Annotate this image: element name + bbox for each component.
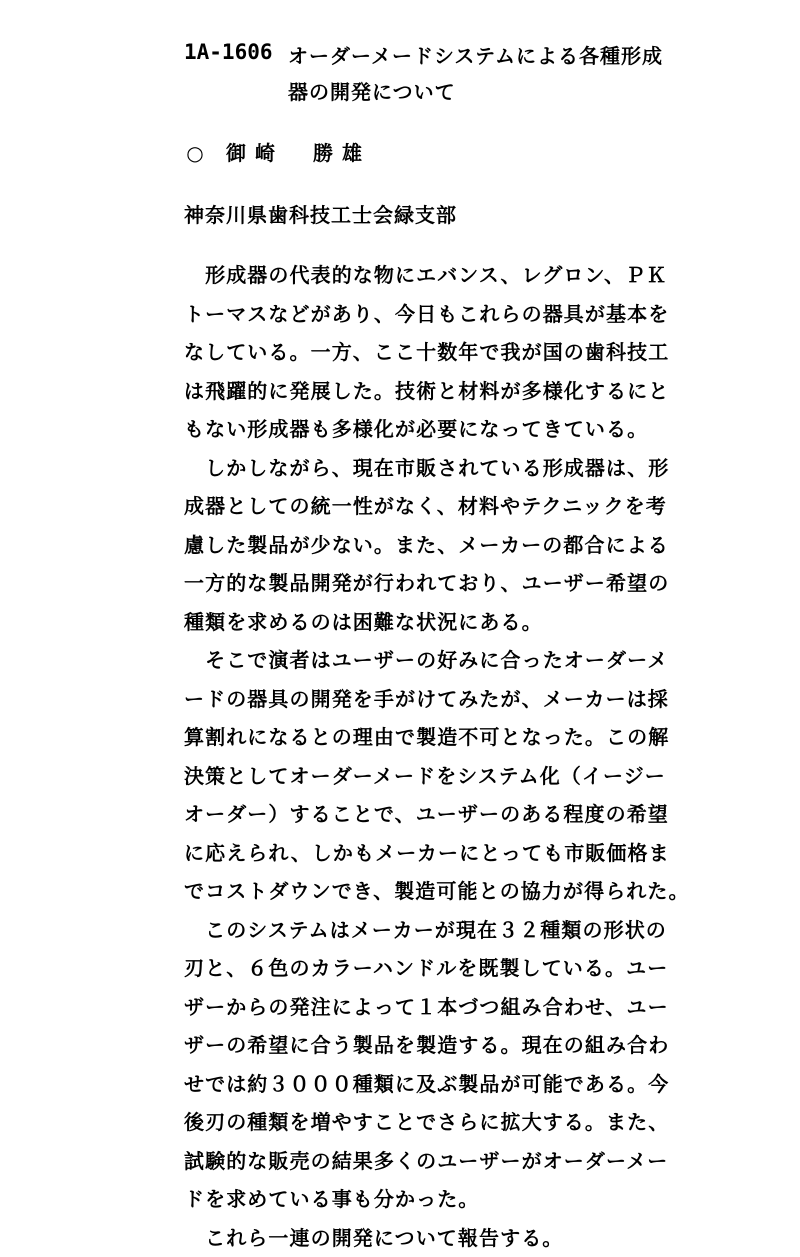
- body-line: は飛躍的に発展した。技術と材料が多様化するにと: [184, 372, 694, 411]
- body-line: しかしながら、現在市販されている形成器は、形: [184, 449, 694, 488]
- abstract-body: [184, 256, 694, 1257]
- body-line: ザーの希望に合う製品を製造する。現在の組み合わ: [184, 1026, 694, 1065]
- header: [184, 38, 704, 108]
- title: [288, 38, 663, 110]
- body-line: 算割れになるとの理由で製造不可となった。この解: [184, 718, 694, 757]
- body-line: そこで演者はユーザーの好みに合ったオーダーメ: [184, 641, 694, 680]
- body-line: 決策としてオーダーメードをシステム化（イージー: [184, 757, 694, 796]
- body-line: ザーからの発注によって１本づつ組み合わせ、ユー: [184, 988, 694, 1027]
- body-line: 種類を求めるのは困難な状況にある。: [184, 603, 694, 642]
- body-line: 慮した製品が少ない。また、メーカーの都合による: [184, 526, 694, 565]
- body-line: に応えられ、しかもメーカーにとっても市販価格ま: [184, 834, 694, 873]
- title-line: 器の開発について: [288, 74, 663, 110]
- body-line: ードの器具の開発を手がけてみたが、メーカーは採: [184, 680, 694, 719]
- abstract-id: 1A-1606: [184, 38, 273, 66]
- body-line: でコストダウンでき、製造可能との協力が得られた。: [184, 872, 694, 911]
- body-line: オーダー）することで、ユーザーのある程度の希望: [184, 795, 694, 834]
- body-line: 一方的な製品開発が行われており、ユーザー希望の: [184, 564, 694, 603]
- body-line: 試験的な販売の結果多くのユーザーがオーダーメー: [184, 1142, 694, 1181]
- body-line: 成器としての統一性がなく、材料やテクニックを考: [184, 487, 694, 526]
- body-line: 後刃の種類を増やすことでさらに拡大する。また、: [184, 1103, 694, 1142]
- body-line: なしている。一方、ここ十数年で我が国の歯科技工: [184, 333, 694, 372]
- body-line: トーマスなどがあり、今日もこれらの器具が基本を: [184, 295, 694, 334]
- body-line: 刃と、６色のカラーハンドルを既製している。ユー: [184, 949, 694, 988]
- title-line: オーダーメードシステムによる各種形成: [288, 38, 663, 74]
- body-line: このシステムはメーカーが現在３２種類の形状の: [184, 911, 694, 950]
- body-line: ドを求めている事も分かった。: [184, 1180, 694, 1219]
- author-line: [184, 138, 371, 168]
- presenter-mark: ○: [184, 138, 206, 168]
- body-line: 形成器の代表的な物にエバンス、レグロン、ＰＫ: [184, 256, 694, 295]
- author-name: 御崎 勝雄: [226, 138, 371, 168]
- body-line: これら一連の開発について報告する。: [184, 1219, 694, 1257]
- body-line: もない形成器も多様化が必要になってきている。: [184, 410, 694, 449]
- affiliation: 神奈川県歯科技工士会緑支部: [184, 200, 457, 230]
- body-line: せでは約３０００種類に及ぶ製品が可能である。今: [184, 1065, 694, 1104]
